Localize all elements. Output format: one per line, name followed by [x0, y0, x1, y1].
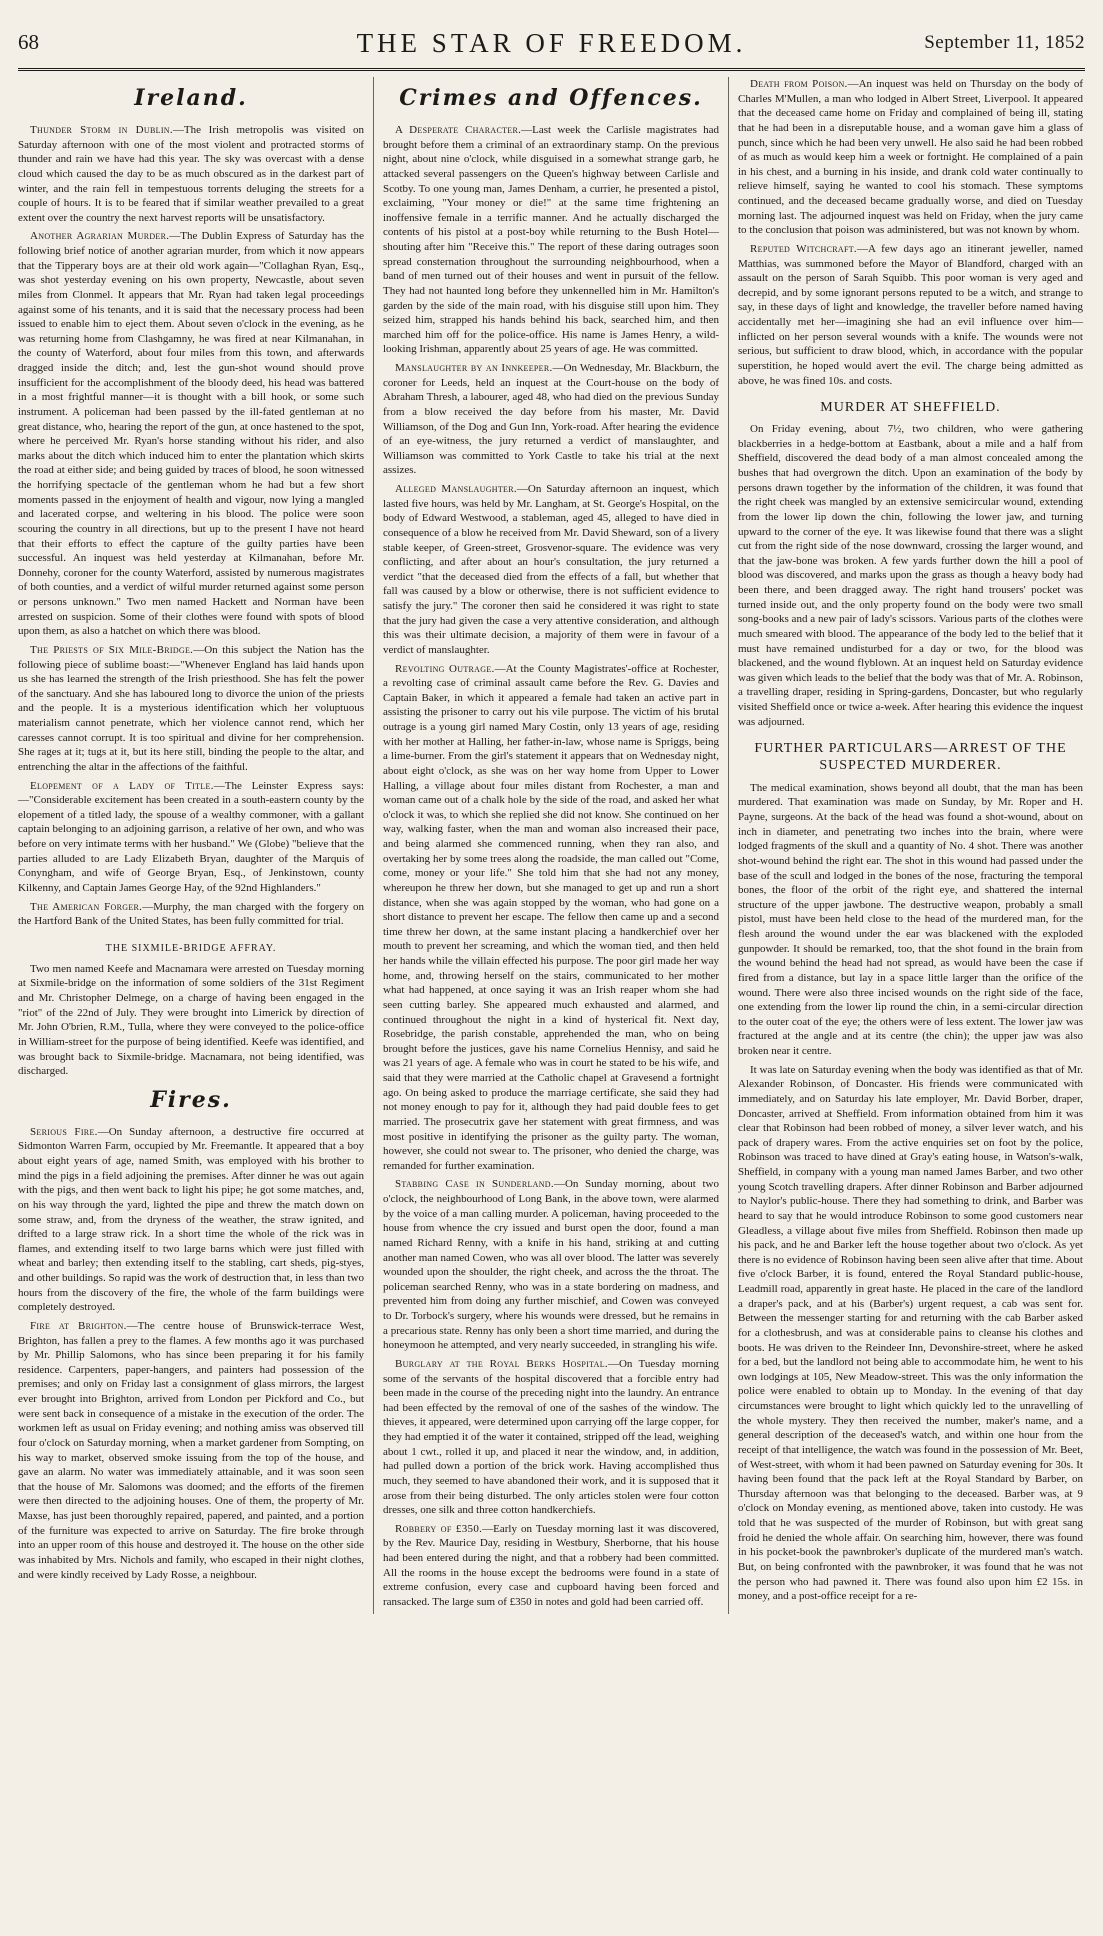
article-lead: Serious Fire.: [30, 1125, 98, 1138]
article-body: On Friday evening, about 7½, two children, who were gathering blackberries in a hedge-bottom at Eastbank, about a mile and a half from Sheffield, discovered the dead body of a man almost concealed among the bushes that had overgrown the ditch. Upon an examination of the body by persons drawn together by the information of the children, it was found that the right cheek was mangled by an extensive semicircular wound, extending from the lower lip down the chin, following the lower jaw, and turning upward to the corner of the eye. It was likewise found that there was a slight cut from the right side of the nose downward, crossing the larger wound, and that the jaw-bone was broken. A few yards further down the hill a pool of blood was discovered, and marks upon the grass as though a heavy body had been there, and been dragged away. The right hand trousers' pocket was turned inside out, and the only property found on the body were two small song-books and a new pair of lady's scissors. Various parts of the clothes were much smeared with blood. The appearance of the body led to the belief that it must have remained undisturbed for a day or two, for the blood was blackened, and the wound flyblown. At an inquest held on Saturday evidence was given which leads to the belief that the body was that of Mr. A. Robinson, a travelling draper, residing in Spring-gardens, Doncaster, but who regularly visited Sheffield once or twice a-week. After hearing this evidence the inquest was adjourned.: [738, 423, 1083, 728]
article-paragraph: [18, 1125, 364, 1315]
subheading-murder-sheffield: MURDER AT SHEFFIELD.: [820, 400, 1001, 416]
article-list: [738, 781, 1083, 1604]
page-number: 68: [18, 30, 39, 54]
article-paragraph: [18, 962, 364, 1079]
article-body: Two men named Keefe and Macnamara were arrested on Tuesday morning at Sixmile-bridge on the information of some soldiers of the 31st Regiment and Mr. Christopher Delmege, on a charge of having been engaged in the "riot" of the 22nd of July. They were brought into Limerick by direction of Mr. John O'brien, R.M., Tulla, where they were conveyed to the police-office in William-street for the purpose of being identified. Keefe was identified, and was brought back to Sixmile-bridge. Macnamara, not being identified, was discharged.: [18, 962, 364, 1078]
article-lead: Manslaughter by an Innkeeper.: [395, 362, 553, 374]
column-3: [728, 77, 1083, 1614]
article-body: —On this subject the Nation has the following piece of sublime boast:—"Whenever England has laid hands upon us she has learned the strength of the Irish priesthood. She has felt the power of the sanctuary. And she has laboured long to divorce the union of the priests and the people. It is a mysterious identification which her voluptuous materialism cannot penetrate, which her violence cannot rend, which her caresses cannot corrupt. It is too spiritual and divine for her comprehension. She rages at it; tugs at it, but its here still, binding the people to the altar, and entrenching the altar in the affections of the faithful.: [18, 643, 364, 773]
article-body: —The Leinster Express says:—"Considerable excitement has been created in a south-eastern county by the elopement of a titled lady, the spouse of a wealthy commoner, with a gallant captain belonging to an adjoining garrison, a relative of her own, and who was before on very intimate terms with her husband." We (Globe) "believe that the parties alluded to are Lady Elizabeth Bryan, daughter of the Marquis of Conyngham, and wife of George Bryan, Esq., of Jenkinstown, county Kilkenny, and Captain James George Hay, of the 92nd Highlanders.": [18, 779, 364, 894]
article-body: —A few days ago an itinerant jeweller, named Matthias, was summoned before the Mayor of Blandford, charged with an assault on the person of Sarah Squibb. This poor woman is very aged and decrepid, and by some ignorant persons reputed to be a witch, and strange to say, in these days of light and knowledge, the traveller before named having accidentally met her—imagining she had an evil influence over him—inflicted on her person several wounds with a knife. The wounds were not serious, but sufficient to draw blood, which, in accordance with the popular superstition, he hoped would avert the evil. The charge being admitted as above, he was fined 10s. and costs.: [738, 242, 1083, 387]
section-heading-crimes: Crimes and Offences.: [399, 85, 703, 111]
article-body: It was late on Saturday evening when the body was identified as that of Mr. Alexander Robinson, of Doncaster. His friends were communicated with immediately, and on Saturday his late employer, Mr. David Borber, draper, Doncaster, arrived at Sheffield. From information obtained from him it was clear that Robinson had been robbed of money, a silver lever watch, and his pack of drapery wares. From the active enquiries set on foot by the police, Robinson was traced to have dined at Gray's eating house, in Watson's-walk, Sheffield, in company with a young man named James Barber, and two other young Scotch travelling drapers. After dinner Robinson and Barber adjourned to Naylor's public-house. There they had something to drink, and Barber was heard to say that he would introduce Robinson to some good customers near Gleadless, a village about five miles from Sheffield. Robinson then made up his pack, and he and Barker left the house together about two o'clock. As yet there is no evidence of Robinson having been seen alive after that time. About five o'clock Barber, it is found, entered the Royal Standard public-house, Leadmill road, apparently in great haste. He placed in the care of the landlord a draper's pack, and at his (Barber's) urgent request, a cab was sent for. Between the messenger starting for and returning with the cab Barber asked for a clothesbrush, and was at considerable pains to cleanse his clothes and boots. He was driven to the Reindeer Inn, Devonshire-street, where he asked for a bed, but the landlord not being able to accommodate him, he went to his own lodgings at 105, New Meadow-street. This was the only information the police were enabled to obtain up to Monday. In the evening of that day circumstances were brought to light which quickly led to the unravelling of the whole mystery. They then received the number, maker's name, and a general description of the deceased's watch, and within one hour from the receipt of that intelligence, the watch was found in the possession of Mr. Beet, of West-street, with whom it had been pawned on Saturday evening for 30s. It having been found that the pack left at the Royal Standard by Barber, on Thursday afternoon was that belonging to the deceased. Barber was, at 9 o'clock on Monday evening, as mentioned above, taken into custody. He was told that he was suspected of the murder of Robinson, but with great sang froid he denied the whole affair. On searching him, however, there was found in his pocket-book the pawnbroker's duplicate of the murdered man's watch. But, on being confronted with the pawnbroker, it was found that he was not the person who had pawned it. There was found also upon him £2 15s. in money, and a post-office receipt for a re-: [738, 1063, 1083, 1603]
article-body: The medical examination, shows beyond all doubt, that the man has been murdered. That examination was made on Sunday, by Mr. Roper and H. Payne, surgeons. At the back of the head was found a shot-wound, about on inch in diameter, and penetrating two inches into the brain, where were lodged fragments of the skull and a quantity of No. 4 shot. There was another shot-wound behind the right ear. The shot in this wound had passed under the base of the scull and lodged in the bones of the nose, fracturing the temporal bones, the floor of the orbit of the right eye, and shattered the internal structure of the upper jawbone. The destructive weapon, probably a small pistol, must have been held close to the head of the murdered man, for the flesh around the wound under the ear was blackened with the exploded gunpowder. It should be remarked, too, that the shot found in the brain from the wound behind the head had not spread, as would have been the case if fired from a distance, but lay in a space little larger than the orifice of the wound. There were also three incised wounds on the right side of the face, one extending from the lower lip round the chin, in a semi-circular direction to the outer coat of the eye; the others were of less extent. The lower jaw was fractured at the angle and at its centre (the chin); the upper jaw was also broken near it centre.: [738, 781, 1083, 1058]
article-lead: The Priests of Six Mile-Bridge.: [30, 643, 194, 656]
article-body: —The centre house of Brunswick-terrace West, Brighton, has fallen a prey to the flames. A few months ago it was purchased by Mr. Phillip Salomons, who has since been preparing it for his family residence. Carpenters, paper-hangers, and painters had possession of the premises; and only on Friday last a consignment of glass mirrors, the largest ever brought into Brighton, arrived from London per Pickford and Co., but were sent back in consequence of a mistake in the execution of the order. The workmen left as usual on Friday evening; and nothing amiss was observed till four o'clock on Saturday morning, when a market gardener from Sompting, on his way to market, observed smoke issuing from the top of the house, and gave an alarm. No water was immediately attainable, and it was soon seen that the house of Mr. Salomons was doomed; and the efforts of the firemen were then directed to the adjoining houses. One of them, the property of Mr. Maxse, has just been thoroughly repaired, papered, and painted, and a portion of the furniture was expected to arrive on Saturday. The fire broke through into an upper room of this house and destroyed it. The house on the other side was inhabited by Mrs. Nichols and family, who escaped in their night clothes, and were kindly received by Lady Rosse, a neighbour.: [18, 1319, 364, 1581]
article-lead: Another Agrarian Murder.: [30, 230, 170, 243]
subheading-further-particulars: FURTHER PARTICULARS—ARREST OF THE SUSPECTED MURDERER.: [754, 741, 1067, 774]
article-paragraph: [18, 643, 364, 775]
article-paragraph: [383, 1522, 719, 1610]
article-body: —Last week the Carlisle magistrates had brought before them a criminal of an extraordinary stamp. On the previous night, about nine o'clock, while disguised in a somewhat strange garb, he attacked several passengers on the Queen's highway between Carlisle and Scotby. To one young man, James Denham, a currier, he presented a pistol, exclaiming, "Your money or die!" at the same time frightening an inoffensive female in a terrific manner. And he actually discharged the contents of his pistol at a post-boy while returning to the Bush Hotel—shouting after him "Receive this." The report of these daring outrages soon spread consternation throughout the surrounding neighbourhood, when a band of men turned out of their houses and went in pursuit of the fellow. They had not haunted long before they unkennelled him in Mr. Hamilton's garden by the side of the main road, with his disguise still upon him. They seized him, strapped his hands behind his back, searched him, and then marched him off for the police-office. His name is James Henry, a wild-looking Irishman, apparently about 25 years of age. He was committed.: [383, 124, 719, 356]
column-1: [18, 77, 373, 1614]
article-paragraph: [18, 900, 364, 929]
article-body: —An inquest was held on Thursday on the body of Charles M'Mullen, a man who lodged in Albert Street, Liverpool. It appeared that the deceased came home on Friday and complained of being ill, stating that he had been in a disreputable house, and a woman gave him a glass of punch, since which he had been very unwell. He also said he had been robbed of as much as would keep him a week or fortnight. He complained of a pain in his chest, and a burning in his inside, and drank cold water continually to relieve himself, saying he wanted to cool his stomach. These symptoms continued, and the deceased became gradually worse, and died on Tuesday morning last. The adjourned inquest was held on Friday, when the jury came to the conclusion that poison was administered, but was not known by whom.: [738, 78, 1083, 237]
newspaper-title: THE STAR OF FREEDOM.: [356, 28, 747, 58]
article-list: [18, 123, 364, 929]
article-lead: Revolting Outrage.: [395, 662, 495, 675]
article-paragraph: [738, 422, 1083, 729]
article-body: —On Sunday afternoon, a destructive fire occurred at Sidmonton Warren Farm, occupied by Mr. Freemantle. It appeared that a boy about eight years of age, named Smith, was employed with his brother to mind the pigs in a field adjoining the premises. After dinner he was out again with the pigs, and then went back to light his pipe; he got some matches, and, on his way through the yard, lighted the pipe and threw the match down on some straw, and, from the dryness of the weather, the straw ignited, and drifted to a large straw rick. In a short time the whole of the rick was in flames, and extending itself to two large barns which were just filled with wheat and barley; then extending itself to the stabling, cart sheds, pig-styes, and other buildings. So rapid was the work of destruction that, in less than two hours from the discovery of the fire, the whole of the farm buildings were completely destroyed.: [18, 1125, 364, 1314]
article-lead: Reputed Witchcraft.: [750, 242, 857, 255]
columns: [18, 77, 1085, 1614]
article-lead: Fire at Brighton.: [30, 1319, 127, 1332]
article-lead: Death from Poison.: [750, 78, 848, 90]
article-paragraph: [738, 781, 1083, 1059]
issue-date: September 11, 1852: [924, 32, 1085, 53]
article-body: —The Dublin Express of Saturday has the following brief notice of another agrarian murder, from which it now appears that the Tipperary boys are at their old work again—"Collaghan Ryan, Esq., was shot yesterday evening on his own property, Newcastle, about seven miles from Clonmel. It appears that Mr. Ryan had taken legal proceedings against some of his tenants, and it is said that the necessary process had been issued to enable him to eject them. About seven o'clock in the evening, as he was returning home from Clashgamny, he was fired at near Kilmanahan, in the county of Waterford, about four miles from this town, and afterwards dragged inside the ditch; and, lest the gun-shot wound should prove insufficient for the accomplishment of the bloody deed, his head was battered in a most frightful manner—it is thought with a bill hook, or some such instrument. A policeman had been passed by the ill-fated gentleman at no great distance, who, hearing the report of the gun, at once hastened to the spot, where he perceived Mr. Ryan's horse standing without his rider, and also marks about the ditch which induced him to enter the plantation which skirts the road at either side; and being guided by traces of blood, he soon witnessed the horrifying spectacle of the gentleman whom he had but a few short moments passed in the enjoyment of health and vigour, now lying a mangled and lacerated corpse, and weltering in his blood. The police were soon scouring the country in all directions, but up to the present I have not heard that their efforts to effect the capture of the guilty parties have been successful. An inquest was held yesterday at Kilmanahan, before Mr. Donnehy, coroner for the county Waterford, assisted by numerous magistrates of both counties, and a verdict of wilful murder returned against some person or persons unknown." Two men named Hackett and Norman have been arrested on suspicion. Some of their clothes were found with spots of blood upon them, as also a hatchet on which there was blood.: [18, 230, 364, 638]
column-2: [373, 77, 728, 1614]
article-paragraph: [18, 229, 364, 639]
article-body: —At the County Magistrates'-office at Rochester, a revolting case of criminal assault came before the Rev. G. Davies and Captain Baker, in which it appeared a female had taken an active part in assisting the prisoner to carry out his vile purpose. The victim of his brutal outrage is a young girl named Mary Costin, only 13 years of age, residing with her mother at Halling, her father-in-law, whose name is Spriggs, being a lime-burner. From the girl's statement it appears that on Wednesday night, about eight o'clock, as she was on her way home from Upper to Lower Halling, a village about four miles distant from Rochester, a man and woman came out of a chalk hole by the side of the road, and asked her what o'clock it was, to which she replied she did not know. She continued on her way, walking faster, when the man and woman also increased their pace, and being alarmed she commenced running, when they ran also, and overtaking her by some trees along the roadside, the man called out "Come, come, money or your life." She told him that she had not any money, whereupon he threw her down, but she managed to get up and run a short distance, when she was again stopped by the woman, who had gone on a short distance to prevent her escape. The fellow then came up and a second time threw her down, at the same instant placing a handkerchief over her mouth to prevent her screaming, and which the woman tied, and then held her hands while the villain effected his purpose. The poor girl made her way home, and, throwing herself on the stairs, communicated to her mother what had happened, at once saying it was an Irish reaper whom she had seen cutting barley. She appeared much exhausted and alarmed, and continued throughout the night in a kind of hysterical fit. Next day, Rosebridge, the parish constable, apprehended the man, who on being brought before the justices, gave his name Cornelius Hennisy, and said he was 21 years of age. A female who was in court he stated to be his wife, and said that they were married at the Catholic chapel at Gravesend a fortnight ago. On being asked to produce the marriage certificate, she said they had not money enough to pay for it, although they had paid double fees to get married. The prosecutrix gave her statement with great firmness, and was most positive in identifying the prisoner as the guilty party. The woman, however, she could not swear to. The prisoner, who denied the charge, was remanded for further examination.: [383, 662, 719, 1172]
article-body: —On Sunday morning, about two o'clock, the neighbourhood of Long Bank, in the above town, were alarmed by the voice of a man calling murder. A policeman, having proceeded to the house from whence the cry issued and burst open the door, found a man named Richard Renny, with a knife in his hand, striking at and cutting another man named Cowen, who was all over blood. The latter was severely wounded upon the shoulder, the right cheek, and across the the throat. The policeman searched Renny, who was in a state bordering on madness, and prevented him from doing any further mischief, and Cowen was conveyed to Dr. Torbock's surgery, where his wounds were dressed, but he remains in a precarious state. Renny has only been a short time married, and during the honeymoon he attempted, and very nearly succeeded, in strangling his wife.: [383, 1178, 719, 1352]
article-paragraph: [383, 662, 719, 1174]
article-paragraph: [738, 1063, 1083, 1604]
article-body: —Early on Tuesday morning last it was discovered, by the Rev. Maurice Day, residing in Westbury, Sherborne, that his house had been entered during the night, and that a robbery had been committed. All the rooms in the house except the bedrooms were found in a state of extreme confusion, every case and cupboard having been forced and ransacked. The large sum of £350 in notes and gold had been carried off.: [383, 1522, 719, 1608]
article-lead: A Desperate Character.: [395, 124, 522, 136]
article-lead: Elopement of a Lady of Title.: [30, 779, 214, 792]
article-lead: Thunder Storm in Dublin.: [30, 124, 173, 136]
article-body: —On Saturday afternoon an inquest, which lasted five hours, was held by Mr. Langham, at St. George's Hospital, on the body of Edward Westwood, a stableman, aged 45, alleged to have died in consequence of a blow he received from Mr. David Sheward, son of a livery stable keeper, of Green-street, Grosvenor-square. The evidence was very conflicting, and after about an hour's consultation, the jury returned a verdict "that the deceased died from the effects of a fall, but whether that fall was caused by a blow or otherwise, there is not sufficient evidence to satisfy the jury." The coroner then said he considered it was right to state that the jury had given the case a very attentive consideration, and although this was their ultimate decision, a majority of them were in favour of a verdict of manslaughter.: [383, 483, 719, 656]
article-paragraph: [383, 123, 719, 357]
section-heading-fires: Fires.: [150, 1086, 232, 1113]
article-paragraph: [383, 1357, 719, 1518]
masthead: [18, 28, 1085, 62]
article-list: [383, 123, 719, 1610]
article-lead: Burglary at the Royal Berks Hospital.: [395, 1357, 608, 1370]
article-body: —On Tuesday morning some of the servants of the hospital discovered that a forcible entry had been made in the course of the preceding night into the laundry. An entrance had been effected by the removal of one of the sashes of the window. The thieves, it appeared, were determined upon carrying off the large copper, for they had emptied it of the water it contained, stripped off the lead, weighing about 1 cwt., rolled it up, and placed it near the window, and, in addition, had pulled down a portion of the brick work. Having accomplished thus much, they seemed to have abandoned their work, and it is supposed that it arose from their being disturbed. The only articles stolen were four cotton dresses, one silk and three cotton handkerchiefs.: [383, 1357, 719, 1517]
article-paragraph: [18, 123, 364, 225]
section-heading-ireland: Ireland.: [134, 85, 248, 111]
article-list: [738, 77, 1083, 388]
article-paragraph: [18, 779, 364, 896]
article-paragraph: [383, 1177, 719, 1353]
article-paragraph: [383, 482, 719, 658]
subheading-sixmile-bridge: THE SIXMILE-BRIDGE AFFRAY.: [105, 942, 277, 954]
article-lead: The American Forger.: [30, 900, 143, 913]
article-list: [18, 1125, 364, 1582]
masthead-rule: [18, 68, 1085, 71]
article-lead: Stabbing Case in Sunderland.: [395, 1178, 554, 1191]
article-paragraph: [738, 77, 1083, 238]
article-body: —The Irish metropolis was visited on Saturday afternoon with one of the most violent and protracted storms of thunder and rain we have had this year. The sky was overcast with a dense cloud which caused the day to be as much obscured as in the darkest part of winter, and the rain fell in tempestuous torrents deluging the streets for a couple of hours. It is to be feared that if similar weather prevailed to a great extent over the country the next harvest reports will be unsatisfactory.: [18, 124, 364, 224]
article-list: [738, 422, 1083, 729]
article-lead: Alleged Manslaughter.: [395, 483, 517, 495]
article-body: —On Wednesday, Mr. Blackburn, the coroner for Leeds, held an inquest at the Court-house on the body of Abraham Thresh, a labourer, aged 48, who had died on the previous Sunday from a blow received the day before from his master, Mr. David Williamson, of the Dog and Gun Inn, York-road. After hearing the evidence of an eye-witness, the jury returned a verdict of manslaughter, and Williamson was committed to York Castle to take his trial at the next assizes.: [383, 362, 720, 477]
article-body: —Murphy, the man charged with the forgery on the Hartford Bank of the United States, has been fully committed for trial.: [18, 900, 365, 928]
article-list: [18, 962, 364, 1079]
article-paragraph: [738, 242, 1083, 388]
article-paragraph: [383, 361, 719, 478]
article-lead: Robbery of £350.: [395, 1522, 483, 1535]
article-paragraph: [18, 1319, 364, 1582]
